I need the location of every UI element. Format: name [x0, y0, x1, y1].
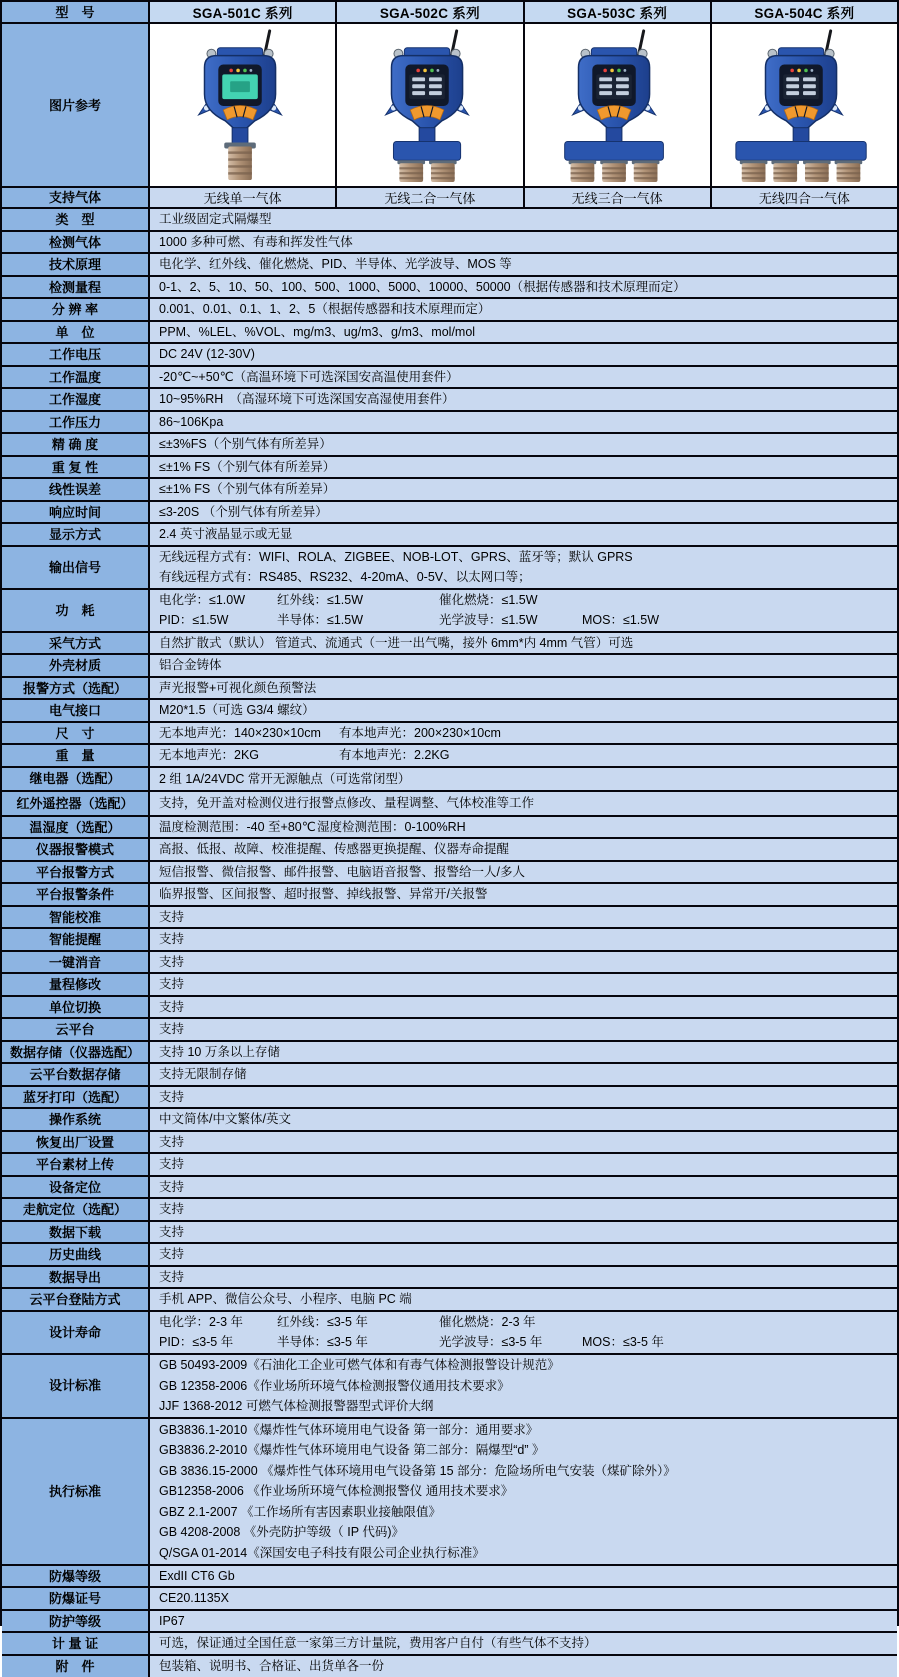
table-row — [2, 1177, 897, 1200]
table-row — [2, 479, 897, 502]
image-cells — [150, 24, 897, 186]
value-line — [159, 723, 897, 744]
row-label: 工作电压 — [2, 344, 150, 365]
row-value — [150, 1199, 897, 1220]
row-value — [150, 1042, 897, 1063]
table-row — [2, 862, 897, 885]
row-value — [150, 1312, 897, 1353]
model-header: SGA-502C 系列 — [337, 2, 524, 22]
row-label: 设计标准 — [2, 1355, 150, 1417]
row-label: 防爆证号 — [2, 1588, 150, 1609]
table-row — [2, 322, 897, 345]
row-label: 工作湿度 — [2, 389, 150, 410]
table-row — [2, 792, 897, 817]
value-text: 支持 — [159, 1202, 185, 1217]
row-label: 尺 寸 — [2, 723, 150, 744]
value-text: 支持 — [159, 1134, 185, 1149]
table-row — [2, 745, 897, 768]
table-row — [2, 768, 897, 792]
value-text: 临界报警、区间报警、超时报警、掉线报警、异常开/关报警 — [159, 887, 488, 902]
table-row — [2, 1199, 897, 1222]
gas-row-label: 支持气体 — [2, 188, 150, 207]
value-text: 包装箱、说明书、合格证、出货单各一份 — [159, 1659, 385, 1674]
value-text: 10~95%RH （高湿环境下可选深国安高湿使用套件） — [159, 392, 455, 407]
row-label: 线性误差 — [2, 479, 150, 500]
gas-cells — [150, 188, 897, 207]
row-value — [150, 974, 897, 995]
row-label: 计 量 证 — [2, 1633, 150, 1654]
value-text: IP67 — [159, 1613, 185, 1628]
table-row — [2, 1566, 897, 1589]
table-row — [2, 254, 897, 277]
value-text: ≤±1% FS（个别气体有所差异） — [159, 482, 336, 497]
table-row — [2, 974, 897, 997]
table-row — [2, 655, 897, 678]
value-text: 工业级固定式隔爆型 — [159, 212, 272, 227]
table-row — [2, 367, 897, 390]
table-row — [2, 723, 897, 746]
value-line — [159, 590, 897, 611]
row-label: 平台素材上传 — [2, 1154, 150, 1175]
row-label: 重 量 — [2, 745, 150, 766]
row-value — [150, 839, 897, 860]
gas-row — [2, 188, 897, 209]
row-value — [150, 1656, 897, 1677]
row-value — [150, 367, 897, 388]
row-value — [150, 299, 897, 320]
row-label: 云平台 — [2, 1019, 150, 1040]
value-segment: 无本地声光：2KG — [159, 748, 260, 763]
value-text: 声光报警+可视化颜色预警法 — [159, 680, 317, 695]
value-text: 86~106Kpa — [159, 414, 224, 429]
row-value — [150, 1019, 897, 1040]
row-label: 恢复出厂设置 — [2, 1132, 150, 1153]
value-line: GB 3836.15-2000 《爆炸性气体环境用电气设备第 15 部分：危险场所电气安装（煤矿除外）》 — [159, 1463, 676, 1478]
value-text: 0-1、2、5、10、50、100、500、1000、5000、10000、50000（根据传感器和技术原理而定） — [159, 279, 686, 294]
value-text: 支持 — [159, 932, 185, 947]
row-label: 分 辨 率 — [2, 299, 150, 320]
row-value — [150, 633, 897, 654]
row-value — [150, 817, 897, 838]
value-text: 支持 — [159, 1022, 185, 1037]
value-text: 电化学、红外线、催化燃烧、PID、半导体、光学波导、MOS 等 — [159, 257, 512, 272]
row-label: 类 型 — [2, 209, 150, 230]
row-value — [150, 745, 897, 766]
value-text: CE20.1135X — [159, 1591, 229, 1606]
value-text: 自然扩散式（默认） 管道式、流通式（一进一出气嘴，接外 6mm*内 4mm 气管）可选 — [159, 635, 634, 650]
table-row — [2, 547, 897, 590]
value-segment: PID：≤3-5 年 — [159, 1335, 234, 1350]
row-value — [150, 1588, 897, 1609]
row-value — [150, 322, 897, 343]
row-value — [150, 678, 897, 699]
value-segment: 无本地声光：140×230×10cm — [159, 725, 321, 740]
product-image-sga-501c — [150, 24, 337, 186]
table-row — [2, 1154, 897, 1177]
gas-detector-illustration — [151, 26, 335, 184]
row-value — [150, 590, 897, 631]
row-label: 云平台数据存储 — [2, 1064, 150, 1085]
value-text: ≤±3%FS（个别气体有所差异） — [159, 437, 332, 452]
product-image-sga-503c — [525, 24, 712, 186]
table-row — [2, 884, 897, 907]
value-text: 2.4 英寸液晶显示或无显 — [159, 527, 293, 542]
row-value — [150, 1355, 897, 1417]
row-label: 量程修改 — [2, 974, 150, 995]
table-row — [2, 1633, 897, 1656]
value-text: 支持 — [159, 1179, 185, 1194]
value-line: 有线远程方式有：RS485、RS232、4-20mA、0-5V、以太网口等； — [159, 570, 531, 585]
row-label: 历史曲线 — [2, 1244, 150, 1265]
row-value — [150, 277, 897, 298]
row-value — [150, 344, 897, 365]
row-label: 检测气体 — [2, 232, 150, 253]
gas-type-cell: 无线三合一气体 — [525, 188, 712, 207]
table-row — [2, 817, 897, 840]
value-segment: 催化燃烧：2-3 年 — [439, 1314, 536, 1329]
table-row — [2, 299, 897, 322]
table-row — [2, 1419, 897, 1566]
row-label: 防护等级 — [2, 1611, 150, 1632]
value-segment: 红外线：≤3-5 年 — [277, 1314, 368, 1329]
value-segment: 电化学：2-3 年 — [159, 1314, 244, 1329]
row-value — [150, 884, 897, 905]
gas-detector-illustration — [712, 26, 896, 184]
row-label: 数据存储（仪器选配） — [2, 1042, 150, 1063]
table-row — [2, 1611, 897, 1634]
table-row — [2, 700, 897, 723]
table-row — [2, 1087, 897, 1110]
table-row — [2, 524, 897, 547]
value-text: 支持 — [159, 1089, 185, 1104]
value-line: GB3836.1-2010《爆炸性气体环境用电气设备 第一部分：通用要求》 — [159, 1422, 539, 1437]
row-value — [150, 1289, 897, 1310]
row-value — [150, 457, 897, 478]
value-line: GBZ 2.1-2007 《工作场所有害因素职业接触限值》 — [159, 1504, 441, 1519]
row-value — [150, 1222, 897, 1243]
row-label: 操作系统 — [2, 1109, 150, 1130]
row-value — [150, 952, 897, 973]
value-segment: 半导体：≤1.5W — [277, 613, 364, 628]
value-text: 2 组 1A/24VDC 常开无源触点（可选常闭型） — [159, 771, 411, 786]
row-label: 平台报警方式 — [2, 862, 150, 883]
row-value — [150, 209, 897, 230]
table-row — [2, 1289, 897, 1312]
row-label: 设备定位 — [2, 1177, 150, 1198]
row-value — [150, 997, 897, 1018]
value-text: ≤3-20S （个别气体有所差异） — [159, 504, 328, 519]
table-row — [2, 232, 897, 255]
table-row — [2, 1312, 897, 1355]
value-text: -20℃~+50℃（高温环境下可选深国安高温使用套件） — [159, 369, 459, 384]
row-value — [150, 862, 897, 883]
value-segment: 电化学：≤1.0W — [159, 592, 246, 607]
table-row — [2, 412, 897, 435]
value-text: 1000 多种可燃、有毒和挥发性气体 — [159, 234, 353, 249]
table-row — [2, 389, 897, 412]
row-label: 输出信号 — [2, 547, 150, 588]
row-value — [150, 412, 897, 433]
table-row — [2, 839, 897, 862]
value-line: GB 50493-2009《石油化工企业可燃气体和有毒气体检测报警设计规范》 — [159, 1358, 560, 1373]
row-label: 报警方式（选配） — [2, 678, 150, 699]
model-header: SGA-501C 系列 — [150, 2, 337, 22]
table-row — [2, 907, 897, 930]
value-text: 支持 — [159, 1247, 185, 1262]
model-header: SGA-503C 系列 — [525, 2, 712, 22]
table-row — [2, 1132, 897, 1155]
table-row — [2, 997, 897, 1020]
table-row — [2, 678, 897, 701]
row-label: 附 件 — [2, 1656, 150, 1677]
value-text: 支持，免开盖对检测仪进行报警点修改、量程调整、气体校准等工作 — [159, 796, 535, 811]
table-row — [2, 502, 897, 525]
value-line: GB 4208-2008 《外壳防护等级（ IP 代码)》 — [159, 1525, 404, 1540]
table-row — [2, 1656, 897, 1677]
row-label: 蓝牙打印（选配） — [2, 1087, 150, 1108]
value-segment: 光学波导：≤1.5W — [439, 613, 538, 628]
value-line — [159, 745, 897, 766]
row-label: 防爆等级 — [2, 1566, 150, 1587]
value-segment: 湿度检测范围：0-100%RH — [317, 819, 466, 834]
value-segment: PID：≤1.5W — [159, 613, 229, 628]
value-text: 支持 — [159, 1157, 185, 1172]
value-text: PPM、%LEL、%VOL、mg/m3、ug/m3、g/m3、mol/mol — [159, 324, 476, 339]
value-text: ExdII CT6 Gb — [159, 1568, 235, 1583]
table-row — [2, 1244, 897, 1267]
table-row — [2, 929, 897, 952]
row-label: 工作压力 — [2, 412, 150, 433]
table-row — [2, 1109, 897, 1132]
value-text: 中文简体/中文繁体/英文 — [159, 1112, 291, 1127]
header-models — [150, 2, 897, 22]
row-value — [150, 929, 897, 950]
value-text: 支持 — [159, 977, 185, 992]
value-segment: 温度检测范围：-40 至+80℃ — [159, 819, 316, 834]
gas-detector-illustration — [525, 26, 709, 184]
row-label: 采气方式 — [2, 633, 150, 654]
row-label: 检测量程 — [2, 277, 150, 298]
row-value — [150, 1419, 897, 1564]
row-label: 一键消音 — [2, 952, 150, 973]
row-label: 数据下载 — [2, 1222, 150, 1243]
row-value — [150, 1177, 897, 1198]
row-label: 智能提醒 — [2, 929, 150, 950]
row-label: 响应时间 — [2, 502, 150, 523]
value-line — [159, 817, 897, 838]
value-text: ≤±1% FS（个别气体有所差异） — [159, 459, 336, 474]
value-line: GB12358-2006 《作业场所环境气体检测报警仪 通用技术要求》 — [159, 1484, 514, 1499]
header-label-model: 型 号 — [2, 2, 150, 22]
table-row — [2, 434, 897, 457]
value-line — [159, 1312, 897, 1333]
value-text: DC 24V (12-30V) — [159, 347, 255, 362]
row-label: 电气接口 — [2, 700, 150, 721]
row-label: 平台报警条件 — [2, 884, 150, 905]
table-row — [2, 1222, 897, 1245]
value-text: 支持 — [159, 954, 185, 969]
table-row — [2, 633, 897, 656]
row-value — [150, 1154, 897, 1175]
row-label: 工作温度 — [2, 367, 150, 388]
value-text: M20*1.5（可选 G3/4 螺纹） — [159, 703, 315, 718]
row-value — [150, 1244, 897, 1265]
value-segment: 红外线：≤1.5W — [277, 592, 364, 607]
gas-type-cell: 无线四合一气体 — [712, 188, 897, 207]
row-value — [150, 1064, 897, 1085]
value-text: 可选，保证通过全国任意一家第三方计量院，费用客户自付（有些气体不支持） — [159, 1636, 597, 1651]
row-label: 执行标准 — [2, 1419, 150, 1564]
row-label: 继电器（选配） — [2, 768, 150, 790]
row-value — [150, 1566, 897, 1587]
row-label: 数据导出 — [2, 1267, 150, 1288]
value-text: 高报、低报、故障、校准提醒、传感器更换提醒、仪器寿命提醒 — [159, 842, 510, 857]
value-line: GB 12358-2006《作业场所环境气体检测报警仪通用技术要求》 — [159, 1378, 510, 1393]
row-value — [150, 723, 897, 744]
row-label: 单 位 — [2, 322, 150, 343]
row-label: 重 复 性 — [2, 457, 150, 478]
row-value — [150, 479, 897, 500]
row-value — [150, 547, 897, 588]
value-segment: 催化燃烧：≤1.5W — [439, 592, 538, 607]
value-text: 支持 — [159, 1224, 185, 1239]
product-image-sga-504c — [712, 24, 897, 186]
value-line: Q/SGA 01-2014《深国安电子科技有限公司企业执行标准》 — [159, 1545, 485, 1560]
value-text: 铝合金铸体 — [159, 658, 222, 673]
value-text: 支持 — [159, 999, 185, 1014]
row-value — [150, 524, 897, 545]
value-text: 支持无限制存储 — [159, 1067, 247, 1082]
row-label: 精 确 度 — [2, 434, 150, 455]
image-row — [2, 24, 897, 188]
table-row — [2, 344, 897, 367]
value-segment: 有本地声光：200×230×10cm — [339, 725, 501, 740]
row-label: 智能校准 — [2, 907, 150, 928]
row-value — [150, 1087, 897, 1108]
row-value — [150, 700, 897, 721]
value-text: 手机 APP、微信公众号、小程序、电脑 PC 端 — [159, 1292, 412, 1307]
row-label: 技术原理 — [2, 254, 150, 275]
value-text: 短信报警、微信报警、邮件报警、电脑语音报警、报警给一人/多人 — [159, 864, 525, 879]
table-row — [2, 209, 897, 232]
row-value — [150, 907, 897, 928]
row-value — [150, 1633, 897, 1654]
value-line — [159, 1332, 897, 1353]
row-label: 设计寿命 — [2, 1312, 150, 1353]
value-segment: 半导体：≤3-5 年 — [277, 1335, 368, 1350]
row-label: 云平台登陆方式 — [2, 1289, 150, 1310]
row-label: 仪器报警模式 — [2, 839, 150, 860]
row-value — [150, 1109, 897, 1130]
row-value — [150, 792, 897, 815]
table-row — [2, 1042, 897, 1065]
value-segment: 有本地声光：2.2KG — [339, 748, 450, 763]
table-row — [2, 1267, 897, 1290]
model-header: SGA-504C 系列 — [712, 2, 897, 22]
row-value — [150, 389, 897, 410]
table-row — [2, 1019, 897, 1042]
row-value — [150, 1267, 897, 1288]
value-text: 支持 — [159, 1269, 185, 1284]
row-value — [150, 655, 897, 676]
row-label: 外壳材质 — [2, 655, 150, 676]
row-value — [150, 434, 897, 455]
value-segment: MOS：≤3-5 年 — [582, 1335, 664, 1350]
table-row — [2, 457, 897, 480]
row-value — [150, 768, 897, 790]
value-text: 支持 10 万条以上存储 — [159, 1044, 280, 1059]
table-row — [2, 1588, 897, 1611]
row-value — [150, 232, 897, 253]
product-image-sga-502c — [337, 24, 524, 186]
value-line: GB3836.2-2010《爆炸性气体环境用电气设备 第二部分：隔爆型“d” 》 — [159, 1443, 545, 1458]
gas-type-cell: 无线二合一气体 — [337, 188, 524, 207]
value-text: 0.001、0.01、0.1、1、2、5（根据传感器和技术原理而定） — [159, 302, 491, 317]
row-label: 显示方式 — [2, 524, 150, 545]
row-label: 温湿度（选配） — [2, 817, 150, 838]
table-row — [2, 952, 897, 975]
table-row — [2, 1064, 897, 1087]
row-label: 单位切换 — [2, 997, 150, 1018]
row-value — [150, 502, 897, 523]
gas-type-cell: 无线单一气体 — [150, 188, 337, 207]
table-row — [2, 277, 897, 300]
value-segment: MOS：≤1.5W — [582, 613, 660, 628]
row-value — [150, 254, 897, 275]
table-row — [2, 1355, 897, 1419]
value-text: 支持 — [159, 909, 185, 924]
header-row — [2, 2, 897, 24]
gas-detector-illustration — [338, 26, 522, 184]
row-label: 走航定位（选配） — [2, 1199, 150, 1220]
row-label: 红外遥控器（选配） — [2, 792, 150, 815]
table-row — [2, 590, 897, 633]
value-line — [159, 610, 897, 631]
value-line: 无线远程方式有：WIFI、ROLA、ZIGBEE、NOB-LOT、GPRS、蓝牙等；默认 GPRS — [159, 549, 633, 564]
row-value — [150, 1132, 897, 1153]
image-row-label: 图片参考 — [2, 24, 150, 186]
value-segment: 光学波导：≤3-5 年 — [439, 1335, 543, 1350]
row-label: 功 耗 — [2, 590, 150, 631]
row-value — [150, 1611, 897, 1632]
value-line: JJF 1368-2012 可燃气体检测报警器型式评价大纲 — [159, 1399, 434, 1414]
